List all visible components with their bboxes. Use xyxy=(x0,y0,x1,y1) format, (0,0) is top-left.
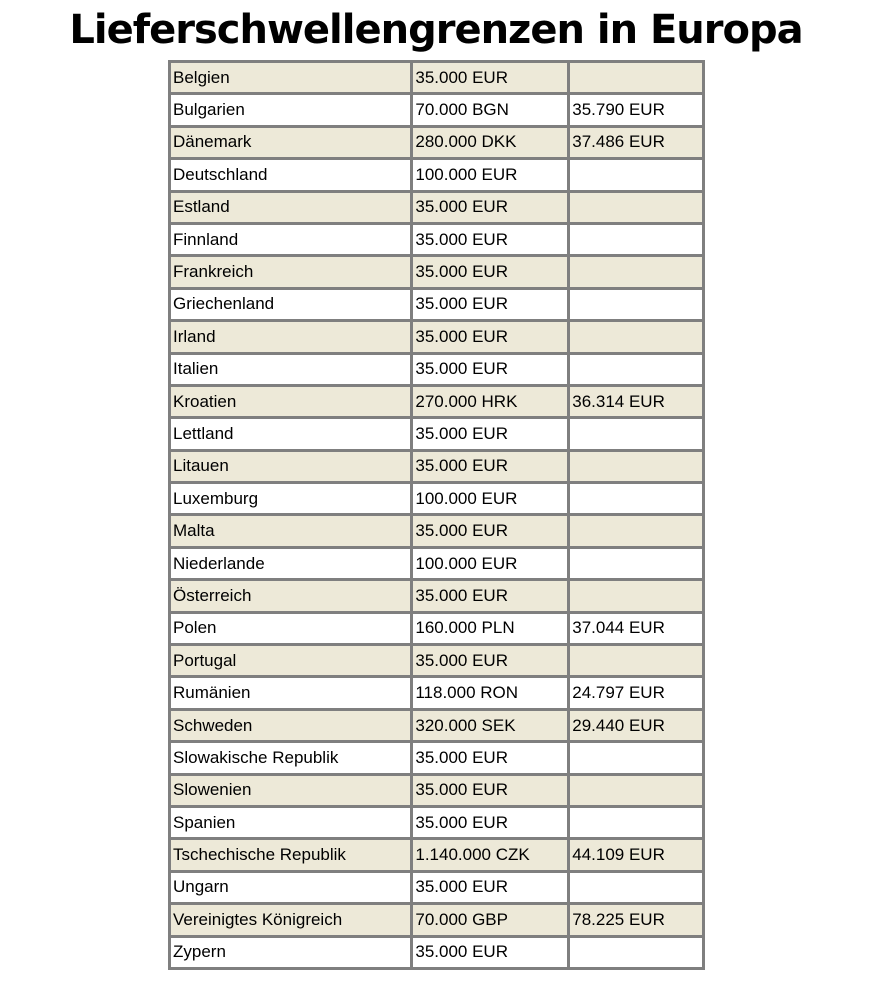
threshold-cell: 35.000 EUR xyxy=(413,938,567,967)
country-cell: Italien xyxy=(171,355,410,384)
table-row xyxy=(171,322,702,351)
country-cell: Tschechische Republik xyxy=(171,840,410,869)
country-cell: Malta xyxy=(171,516,410,545)
country-cell: Litauen xyxy=(171,452,410,481)
thresholds-table xyxy=(168,60,705,970)
eur-equivalent-cell xyxy=(570,419,702,448)
country-cell: Lettland xyxy=(171,419,410,448)
table-row xyxy=(171,581,702,610)
eur-equivalent-cell xyxy=(570,549,702,578)
table-row xyxy=(171,63,702,92)
threshold-cell: 35.000 EUR xyxy=(413,193,567,222)
table-row xyxy=(171,128,702,157)
table-row xyxy=(171,549,702,578)
threshold-cell: 35.000 EUR xyxy=(413,516,567,545)
threshold-cell: 1.140.000 CZK xyxy=(413,840,567,869)
eur-equivalent-cell: 78.225 EUR xyxy=(570,905,702,934)
country-cell: Dänemark xyxy=(171,128,410,157)
country-cell: Österreich xyxy=(171,581,410,610)
threshold-cell: 35.000 EUR xyxy=(413,63,567,92)
table-row xyxy=(171,484,702,513)
eur-equivalent-cell xyxy=(570,646,702,675)
threshold-cell: 35.000 EUR xyxy=(413,581,567,610)
threshold-cell: 35.000 EUR xyxy=(413,257,567,286)
threshold-cell: 35.000 EUR xyxy=(413,355,567,384)
threshold-cell: 70.000 GBP xyxy=(413,905,567,934)
table-row xyxy=(171,873,702,902)
country-cell: Bulgarien xyxy=(171,95,410,124)
country-cell: Slowakische Republik xyxy=(171,743,410,772)
eur-equivalent-cell xyxy=(570,938,702,967)
eur-equivalent-cell xyxy=(570,160,702,189)
country-cell: Griechenland xyxy=(171,290,410,319)
threshold-cell: 35.000 EUR xyxy=(413,743,567,772)
eur-equivalent-cell xyxy=(570,873,702,902)
country-cell: Deutschland xyxy=(171,160,410,189)
threshold-cell: 270.000 HRK xyxy=(413,387,567,416)
table-row xyxy=(171,516,702,545)
threshold-cell: 35.000 EUR xyxy=(413,776,567,805)
eur-equivalent-cell xyxy=(570,516,702,545)
table-row xyxy=(171,225,702,254)
threshold-cell: 35.000 EUR xyxy=(413,225,567,254)
threshold-cell: 35.000 EUR xyxy=(413,452,567,481)
country-cell: Slowenien xyxy=(171,776,410,805)
threshold-cell: 100.000 EUR xyxy=(413,549,567,578)
threshold-cell: 100.000 EUR xyxy=(413,484,567,513)
table-row xyxy=(171,257,702,286)
table-row xyxy=(171,646,702,675)
threshold-cell: 70.000 BGN xyxy=(413,95,567,124)
country-cell: Frankreich xyxy=(171,257,410,286)
eur-equivalent-cell xyxy=(570,581,702,610)
threshold-cell: 320.000 SEK xyxy=(413,711,567,740)
eur-equivalent-cell xyxy=(570,193,702,222)
eur-equivalent-cell xyxy=(570,452,702,481)
table-row xyxy=(171,355,702,384)
eur-equivalent-cell: 35.790 EUR xyxy=(570,95,702,124)
page-title: Lieferschwellengrenzen in Europa xyxy=(69,7,803,53)
threshold-cell: 35.000 EUR xyxy=(413,419,567,448)
eur-equivalent-cell: 37.486 EUR xyxy=(570,128,702,157)
country-cell: Irland xyxy=(171,322,410,351)
eur-equivalent-cell: 29.440 EUR xyxy=(570,711,702,740)
threshold-cell: 118.000 RON xyxy=(413,678,567,707)
country-cell: Luxemburg xyxy=(171,484,410,513)
country-cell: Niederlande xyxy=(171,549,410,578)
country-cell: Kroatien xyxy=(171,387,410,416)
threshold-cell: 35.000 EUR xyxy=(413,808,567,837)
threshold-cell: 160.000 PLN xyxy=(413,614,567,643)
threshold-cell: 35.000 EUR xyxy=(413,646,567,675)
country-cell: Spanien xyxy=(171,808,410,837)
table-row xyxy=(171,938,702,967)
country-cell: Polen xyxy=(171,614,410,643)
country-cell: Finnland xyxy=(171,225,410,254)
eur-equivalent-cell xyxy=(570,257,702,286)
threshold-cell: 35.000 EUR xyxy=(413,873,567,902)
country-cell: Ungarn xyxy=(171,873,410,902)
eur-equivalent-cell xyxy=(570,290,702,319)
eur-equivalent-cell: 36.314 EUR xyxy=(570,387,702,416)
country-cell: Vereinigtes Königreich xyxy=(171,905,410,934)
table-row xyxy=(171,840,702,869)
country-cell: Schweden xyxy=(171,711,410,740)
eur-equivalent-cell xyxy=(570,355,702,384)
threshold-cell: 280.000 DKK xyxy=(413,128,567,157)
country-cell: Zypern xyxy=(171,938,410,967)
eur-equivalent-cell xyxy=(570,63,702,92)
table-row xyxy=(171,193,702,222)
country-cell: Portugal xyxy=(171,646,410,675)
table-row xyxy=(171,808,702,837)
eur-equivalent-cell xyxy=(570,743,702,772)
country-cell: Estland xyxy=(171,193,410,222)
table-row xyxy=(171,905,702,934)
table-row xyxy=(171,678,702,707)
table-row xyxy=(171,452,702,481)
eur-equivalent-cell: 24.797 EUR xyxy=(570,678,702,707)
table-row xyxy=(171,614,702,643)
country-cell: Belgien xyxy=(171,63,410,92)
country-cell: Rumänien xyxy=(171,678,410,707)
table-row xyxy=(171,419,702,448)
threshold-cell: 35.000 EUR xyxy=(413,322,567,351)
eur-equivalent-cell xyxy=(570,225,702,254)
table-row xyxy=(171,95,702,124)
eur-equivalent-cell: 37.044 EUR xyxy=(570,614,702,643)
eur-equivalent-cell: 44.109 EUR xyxy=(570,840,702,869)
eur-equivalent-cell xyxy=(570,808,702,837)
threshold-cell: 100.000 EUR xyxy=(413,160,567,189)
threshold-cell: 35.000 EUR xyxy=(413,290,567,319)
eur-equivalent-cell xyxy=(570,484,702,513)
table-row xyxy=(171,776,702,805)
table-row xyxy=(171,711,702,740)
eur-equivalent-cell xyxy=(570,322,702,351)
table-row xyxy=(171,290,702,319)
table-row xyxy=(171,160,702,189)
eur-equivalent-cell xyxy=(570,776,702,805)
thresholds-table-body xyxy=(171,63,702,967)
table-row xyxy=(171,743,702,772)
table-row xyxy=(171,387,702,416)
